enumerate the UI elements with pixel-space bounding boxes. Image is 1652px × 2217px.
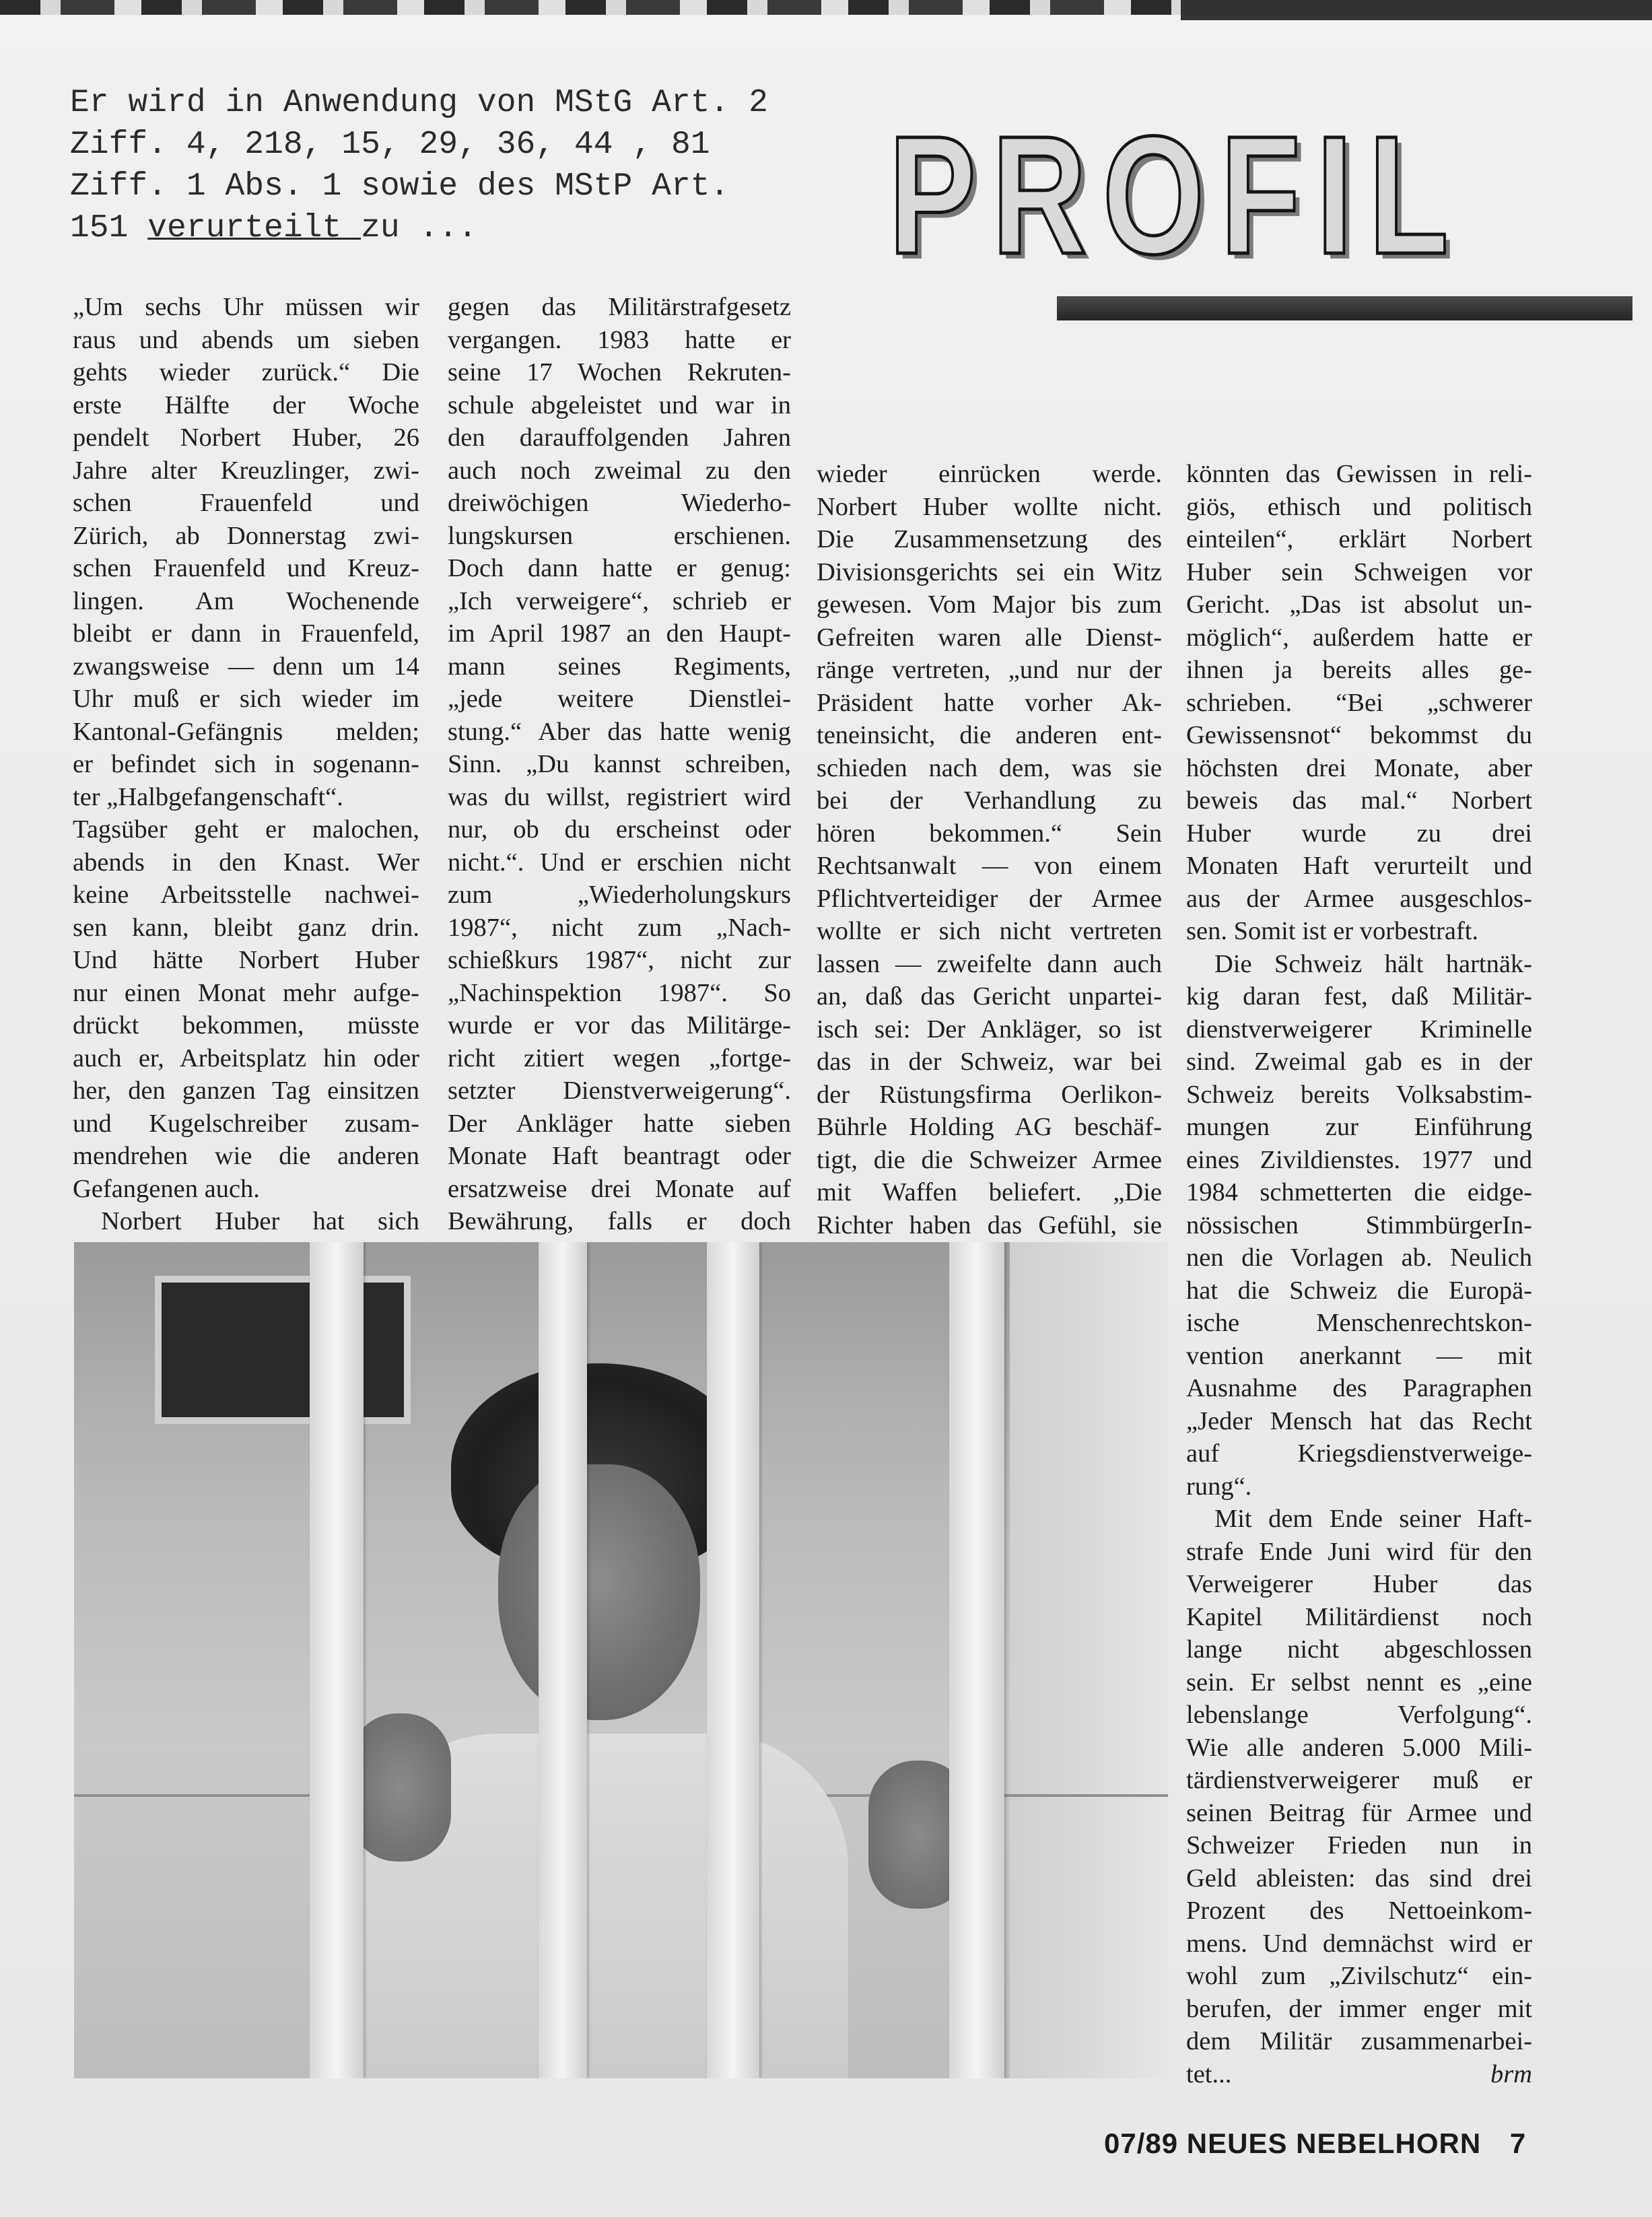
intro-line: Ziff. 4, 218, 15, 29, 36, 44 , 81 [70,127,710,163]
article-line: 1984 schmetterten die eidge- [1186,1178,1532,1206]
article-line: und Kugelschreiber zusam- [73,1109,419,1138]
article-line: Gewissensnot“ bekommst du [1186,721,1532,749]
intro-tail: zu ... [361,210,477,246]
article-line: kig daran fest, daß Militär- [1186,982,1532,1011]
article-line: den darauffolgenden Jahren [448,423,791,452]
article-line: tigt, die die Schweizer Armee [817,1145,1162,1174]
article-line: wohl zum „Zivilschutz“ ein- [1186,1962,1532,1990]
article-line: bei der Verhandlung zu [817,786,1162,815]
article-line: richt zitiert wegen „fortge- [448,1044,791,1072]
article-line: möglich“, außerdem hatte er [1186,623,1532,652]
article-line: Jahre alter Kreuzlinger, zwi- [73,456,419,485]
article-line: wurde er vor das Militärge- [448,1011,791,1039]
article-line: Sinn. „Du kannst schreiben, [448,750,791,778]
article-line: vergangen. 1983 hatte er [448,325,791,354]
article-line: mendrehen wie die anderen [73,1142,419,1170]
intro-line: Ziff. 1 Abs. 1 sowie des MStP Art. [70,168,730,205]
photo-bar [310,1242,364,2078]
article-line: das in der Schweiz, war bei [817,1048,1162,1076]
article-line: berufen, der immer enger mit [1186,1994,1532,2023]
article-line: Monaten Haft verurteilt und [1186,852,1532,880]
article-line: auf Kriegsdienstverweige- [1186,1439,1532,1468]
article-line: bleibt er dann in Frauenfeld, [73,619,419,648]
article-line: keine Arbeitsstelle nachwei- [73,881,419,909]
article-line: „Nachinspektion 1987“. So [448,978,791,1007]
article-line: im April 1987 an den Haupt- [448,619,791,648]
article-line: nen die Vorlagen ab. Neulich [1186,1243,1532,1272]
article-line: Die Schweiz hält hartnäk- [1214,949,1532,978]
article-line: dreiwöchigen Wiederho- [448,489,791,517]
article-line: Bewährung, falls er doch [448,1207,791,1235]
article-line: höchsten drei Monate, aber [1186,753,1532,782]
article-line: stung.“ Aber das hatte wenig [448,717,791,746]
article-line: sein. Er selbst nennt es „eine [1186,1668,1532,1697]
article-line: lange nicht abgeschlossen [1186,1635,1532,1664]
article-line: Kantonal-Gefängnis melden; [73,717,419,746]
article-line: teneinsicht, die anderen ent- [817,721,1162,749]
article-line: Pflichtverteidiger der Armee [817,884,1162,913]
article-line: nur einen Monat mehr aufge- [73,978,419,1007]
article-line: gegen das Militärstrafgesetz [448,293,791,321]
article-line: Kapitel Militärdienst noch [1186,1602,1532,1631]
article-line: rung“. [1186,1472,1252,1501]
article-line: aus der Armee ausgeschlos- [1186,884,1532,913]
article-line: abends in den Knast. Wer [73,848,419,877]
section-rule [1057,296,1632,320]
article-line: sen. Somit ist er vorbestraft. [1186,917,1479,945]
article-line: mit Waffen beliefert. „Die [817,1178,1162,1206]
article-line: mens. Und demnächst wird er [1186,1929,1532,1958]
article-line: könnten das Gewissen in reli- [1186,460,1532,488]
article-line: wieder einrücken werde. [817,460,1162,488]
intro-line: Er wird in Anwendung von MStG Art. 2 [70,85,768,121]
article-line: eines Zivildienstes. 1977 und [1186,1145,1532,1174]
page-footer [1104,2127,1526,2160]
article-line: Rechtsanwalt — von einem [817,852,1162,880]
article-line: sen kann, bleibt ganz drin. [73,913,419,942]
intro-line: 151 [70,210,148,246]
article-line: Zürich, ab Donnerstag zwi- [73,521,419,550]
magazine-name: NEUES NEBELHORN [1186,2127,1482,2159]
article-line: nössischen StimmbürgerIn- [1186,1210,1532,1239]
author-signature: brm [1490,2059,1532,2088]
article-line: vention anerkannt — mit [1186,1341,1532,1370]
article-line: seine 17 Wochen Rekruten- [448,358,791,386]
article-line: Wie alle anderen 5.000 Mili- [1186,1733,1532,1762]
article-line: lingen. Am Wochenende [73,586,419,615]
article-line: Huber sein Schweigen vor [1186,557,1532,586]
article-line: Ausnahme des Paragraphen [1186,1374,1532,1402]
article-line: Geld ableisten: das sind drei [1186,1864,1532,1892]
article-line: nicht.“. Und er erschien nicht [448,848,791,877]
article-line: er befindet sich in sogenann- [73,750,419,778]
article-line: Gefangenen auch. [73,1174,260,1203]
article-line: hat die Schweiz die Europä- [1186,1276,1532,1305]
article-line: Gefreiten waren alle Dienst- [817,623,1162,652]
article-line: sind. Zweimal gab es in der [1186,1048,1532,1076]
article-line: Prozent des Nettoeinkom- [1186,1897,1532,1925]
article-line: lassen — zweifelte dann auch [817,949,1162,978]
article-line: schen Frauenfeld und [73,489,419,517]
article-line: Huber wurde zu drei [1186,819,1532,848]
article-line: an, daß das Gericht unpartei- [817,982,1162,1011]
article-line: schieden nach dem, was sie [817,753,1162,782]
article-column-3 [817,458,1162,1241]
article-line: ische Menschenrechtskon- [1186,1309,1532,1337]
article-line: ersatzweise drei Monate auf [448,1174,791,1203]
article-line: her, den ganzen Tag einsitzen [73,1077,419,1105]
article-line: raus und abends um sieben [73,325,419,354]
article-line: Uhr muß er sich wieder im [73,685,419,713]
article-line: pendelt Norbert Huber, 26 [73,423,419,452]
article-line: erste Hälfte der Woche [73,390,419,419]
article-line: ränge vertreten, „und nur der [817,656,1162,684]
article-line: seinen Beitrag für Armee und [1186,1798,1532,1827]
photo-door [1010,1242,1168,2078]
article-line: Verweigerer Huber das [1186,1570,1532,1598]
article-line: Der Ankläger hatte sieben [448,1109,791,1138]
article-line: strafe Ende Juni wird für den [1186,1537,1532,1566]
article-line: beweis das mal.“ Norbert [1186,786,1532,815]
article-line: tärdienstverweigerer muß er [1186,1766,1532,1794]
article-line: giös, ethisch und politisch [1186,492,1532,521]
article-line: dem Militär zusammenarbei- [1186,2027,1532,2055]
article-line: gehts wieder zurück.“ Die [73,358,419,386]
article-line: Norbert Huber wollte nicht. [817,492,1162,521]
article-line: „jede weitere Dienstlei- [448,685,791,713]
article-line: Richter haben das Gefühl, sie [817,1210,1162,1239]
article-line: Norbert Huber hat sich [101,1207,419,1235]
article-line: lungskursen erschienen. [448,521,791,550]
article-line: mungen zur Einführung [1186,1113,1532,1141]
issue-number: 07/89 [1104,2127,1179,2159]
section-title: PROFIL [889,101,1465,289]
article-line: hören bekommen.“ Sein [817,819,1162,848]
photo-person-hand-left [350,1713,451,1862]
intro-underlined-word: verurteilt [147,210,362,246]
article-line: gewesen. Vom Major bis zum [817,590,1162,619]
article-line: lebenslange Verfolgung“. [1186,1701,1532,1729]
article-line: Mit dem Ende seiner Haft- [1214,1505,1532,1533]
article-line: „Ich verweigere“, schrieb er [448,586,791,615]
article-line: was du willst, registriert wird [448,782,791,811]
article-line: zum „Wiederholungskurs [448,881,791,909]
article-line: setzter Dienstverweigerung“. [448,1077,791,1105]
photo-bar [949,1242,1004,2078]
article-photo [74,1242,1168,2078]
article-line: einteilen“, erklärt Norbert [1186,525,1532,553]
article-line: Bührle Holding AG beschäf- [817,1113,1162,1141]
article-line: Gericht. „Das ist absolut un- [1186,590,1532,619]
article-line: dienstverweigerer Kriminelle [1186,1015,1532,1044]
article-line: „Jeder Mensch hat das Recht [1186,1406,1532,1435]
scan-edge-top-right [1181,0,1652,20]
article-line: drückt bekommen, müsste [73,1011,419,1039]
article-line: schule abgeleistet und war in [448,390,791,419]
article-line: Die Zusammensetzung des [817,525,1162,553]
article-line: ter „Halbgefangenschaft“. [73,782,343,811]
article-line: Monate Haft beantragt oder [448,1142,791,1170]
intro-verdict-text [70,82,797,249]
article-line: nur, ob du erscheinst oder [448,815,791,844]
article-line: schrieben. “Bei „schwerer [1186,688,1532,717]
article-line: mann seines Regiments, [448,652,791,681]
article-line: Schweiz bereits Volksabstim- [1186,1080,1532,1109]
article-line: „Um sechs Uhr müssen wir [73,293,419,321]
article-line: tet... brm [1186,2058,1532,2091]
article-line: auch noch zweimal zu den [448,456,791,485]
article-line: Divisionsgerichts sei ein Witz [817,557,1162,586]
article-line: schen Frauenfeld und Kreuz- [73,554,419,582]
photo-bar [707,1242,759,2078]
photo-bar [539,1242,587,2078]
article-column-1 [73,291,419,1238]
article-line: wollte er sich nicht vertreten [817,917,1162,945]
article-line: Präsident hatte vorher Ak- [817,688,1162,717]
article-line: 1987“, nicht zum „Nach- [448,913,791,942]
article-line: der Rüstungsfirma Oerlikon- [817,1080,1162,1109]
article-line: ihnen ja bereits alles ge- [1186,656,1532,684]
article-line: isch sei: Der Ankläger, so ist [817,1015,1162,1044]
article-line: Und hätte Norbert Huber [73,946,419,974]
article-column-2 [448,291,791,1238]
article-line: auch er, Arbeitsplatz hin oder [73,1044,419,1072]
article-column-4 [1186,458,1532,2090]
photo-window [155,1276,411,1424]
article-line: Tagsüber geht er malochen, [73,815,419,844]
photo-person-face [498,1464,700,1720]
article-line: Schweizer Frieden nun in [1186,1831,1532,1860]
article-line: Doch dann hatte er genug: [448,554,791,582]
article-line: schießkurs 1987“, nicht zur [448,946,791,974]
page-number: 7 [1509,2127,1527,2159]
article-line: zwangsweise — denn um 14 [73,652,419,681]
